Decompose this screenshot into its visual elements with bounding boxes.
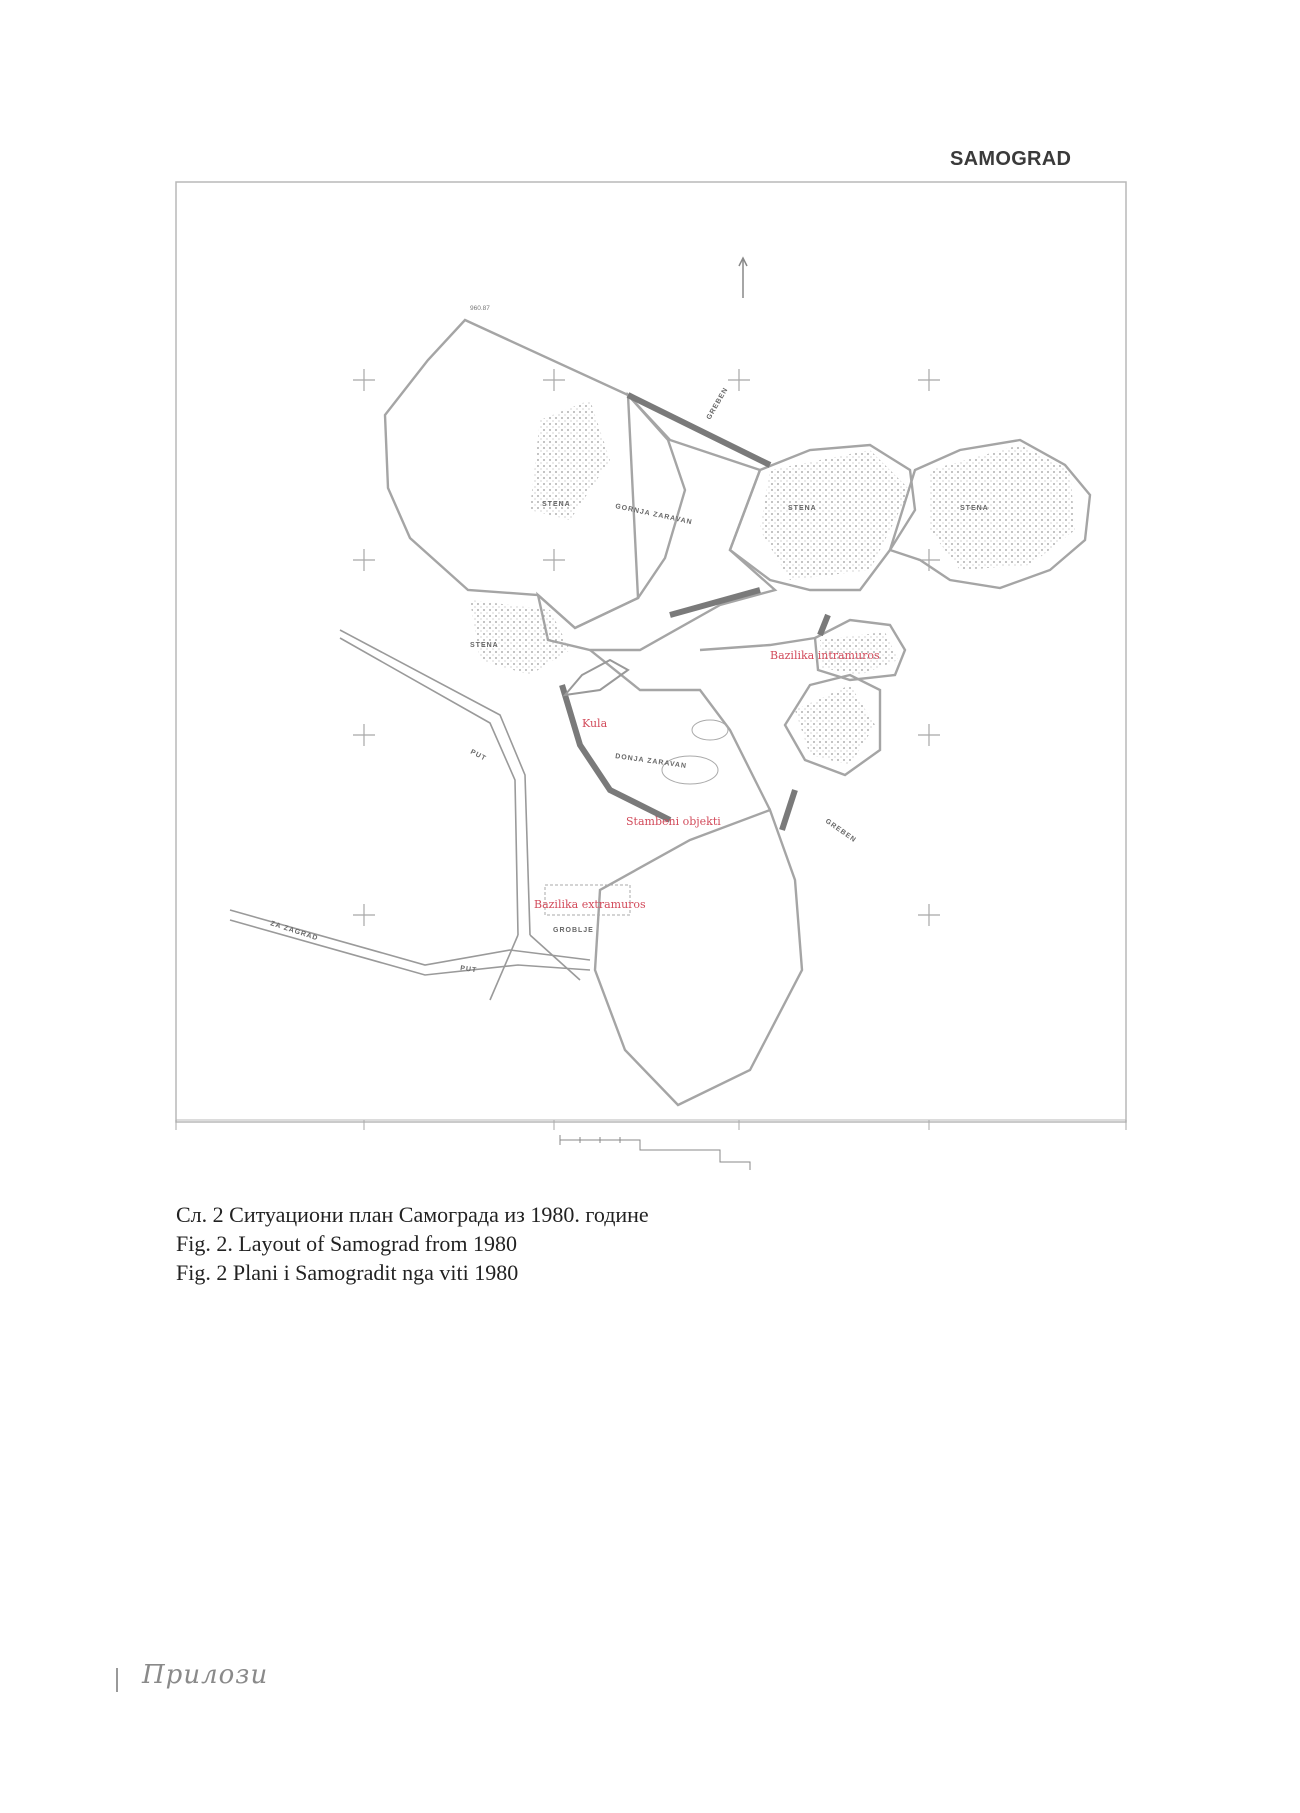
label-stambeni-objekti: Stambeni objekti: [626, 815, 721, 828]
map-text-donja: DONJA ZARAVAN: [614, 753, 688, 771]
map-text-za-zagrad: ZA ZAGRAD: [269, 920, 320, 943]
site-plan-map: [170, 170, 1150, 1170]
map-text-peak: 960.87: [470, 305, 490, 312]
map-text-put-1: PUT: [469, 748, 488, 763]
north-arrow: [739, 258, 747, 298]
caption-serbian: Сл. 2 Ситуациони план Самограда из 1980. године: [176, 1202, 649, 1227]
caption-albanian: Fig. 2 Plani i Samogradit nga viti 1980: [176, 1260, 519, 1285]
map-text-put-2: PUT: [459, 965, 478, 975]
map-text-stena-2: STENA: [960, 505, 989, 512]
map-text-greben: GREBEN: [705, 386, 730, 421]
figure-caption: [176, 1200, 1076, 1287]
label-bazilika-extramuros: Bazilika extramuros: [534, 898, 646, 911]
label-kula: Kula: [582, 717, 608, 730]
red-labels: [534, 649, 880, 911]
map-text-stena-3: STENA: [788, 505, 817, 512]
map-frame: [176, 182, 1126, 1122]
map-title: SAMOGRAD: [950, 148, 1072, 170]
footer-section-title: Прилози: [142, 1660, 269, 1690]
stambeni-objekti-outline: [662, 720, 728, 784]
map-text-stena-4: STENA: [470, 642, 499, 649]
map-text-gornja: GORNJA ZARAVAN: [614, 503, 694, 527]
label-bazilika-intramuros: Bazilika intramuros: [770, 649, 880, 662]
footer-divider: [116, 1668, 118, 1692]
rock-areas: [470, 400, 1075, 765]
roads: [230, 630, 590, 1000]
caption-english: Fig. 2. Layout of Samograd from 1980: [176, 1231, 517, 1256]
map-text-groblje: GROBLJE: [553, 927, 594, 934]
map-text-greben-2: GREBEN: [823, 817, 858, 845]
fortification-walls: [385, 320, 1090, 1105]
scale-bar: [560, 1135, 770, 1170]
kula-outline: [565, 660, 628, 695]
map-text-stena-1: STENA: [542, 501, 571, 508]
